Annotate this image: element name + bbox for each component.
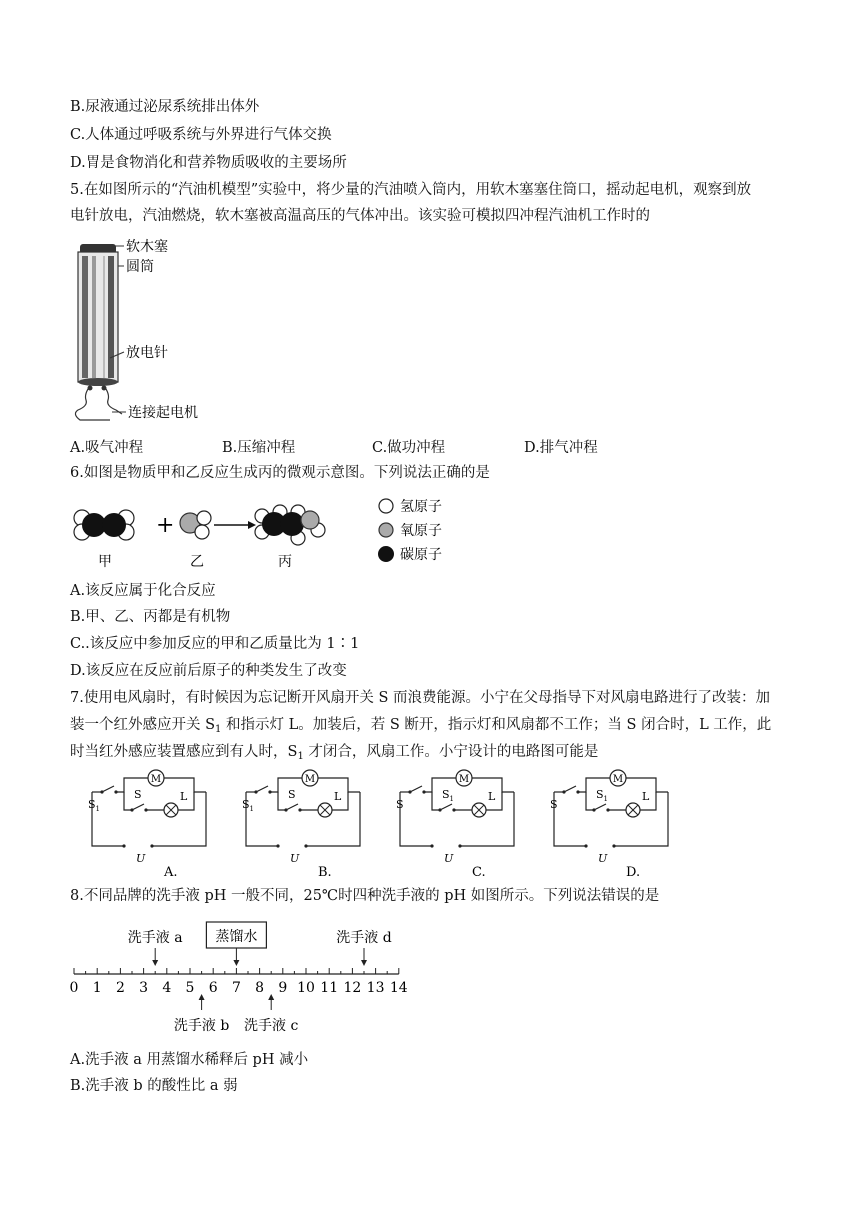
left-switch-label: $S_1$ (242, 798, 255, 813)
question-5-line-2: 电针放电，汽油燃烧，软木塞被高温高压的气体冲出。该实验可模拟四冲程汽油机工作时的 (70, 208, 650, 224)
lamp-icon (472, 803, 486, 817)
circuit-caption: D. (626, 865, 641, 878)
lamp-icon (318, 803, 332, 817)
label-handwash-d: 洗手液 d (336, 930, 392, 946)
left-switch-label: $S_1$ (88, 798, 101, 813)
ph-tick-label: 9 (278, 980, 288, 996)
option-d-line: D.胃是食物消化和营养物质吸收的主要场所 (70, 155, 347, 171)
svg-text:M: M (304, 774, 316, 785)
lamp-label: L (180, 790, 188, 803)
motor-icon (148, 770, 164, 786)
oxygen-legend-icon (379, 523, 393, 537)
ph-tick-label: 14 (389, 980, 408, 996)
left-switch-label: S (396, 798, 404, 811)
circuit-caption: B. (318, 865, 332, 878)
q6-option-b: B.甲、乙、丙都是有机物 (70, 609, 231, 625)
ph-tick-label: 2 (115, 980, 125, 996)
carbon-legend-icon (378, 546, 394, 562)
label-distilled-water: 蒸馏水 (215, 929, 258, 945)
lamp-label: L (642, 790, 650, 803)
molecule-bing (255, 505, 325, 545)
ph-tick-label: 6 (208, 980, 218, 996)
molecule-yi (180, 511, 211, 539)
circuit-4 (544, 766, 678, 878)
q6-option-d: D.该反应在反应前后原子的种类发生了改变 (70, 663, 347, 679)
q5-option-d: D.排气冲程 (524, 440, 598, 456)
ph-tick-label: 10 (297, 980, 315, 996)
question-7-line-3: 时当红外感应装置感应到有人时，$S_1$ 才闭合，风扇工作。小宁设计的电路图可能是 (70, 744, 599, 762)
ph-scale-figure (68, 912, 428, 1044)
left-switch-label: S (550, 798, 558, 811)
ph-tick-label: 7 (231, 980, 241, 996)
ph-tick-label: 13 (366, 980, 385, 996)
q6-option-a: A.该反应属于化合反应 (70, 583, 216, 599)
lamp-icon (626, 803, 640, 817)
ph-tick-label: 1 (92, 980, 102, 996)
circuit-caption: A. (164, 865, 178, 878)
q5-option-b: B.压缩冲程 (222, 440, 296, 456)
ph-tick-label: 3 (139, 980, 149, 996)
ph-tick-label: 4 (162, 980, 172, 996)
label-yi: 乙 (190, 554, 204, 570)
ph-tick-label: 8 (255, 980, 265, 996)
question-6-line: 6.如图是物质甲和乙反应生成丙的微观示意图。下列说法正确的是 (70, 465, 490, 481)
legend-oxygen: 氧原子 (400, 523, 442, 539)
cork-label: 软木塞 (126, 239, 168, 255)
label-jia: 甲 (98, 554, 112, 570)
lamp-label: L (334, 790, 342, 803)
legend-hydrogen: 氢原子 (400, 499, 442, 515)
option-c-line: C.人体通过呼吸系统与外界进行气体交换 (70, 127, 332, 143)
motor-icon (302, 770, 318, 786)
circuit-1 (82, 766, 216, 878)
circuit-2 (236, 766, 370, 878)
mid-switch-label: $S_1$ (442, 788, 455, 803)
voltage-label: U (290, 852, 300, 865)
voltage-label: U (598, 852, 608, 865)
label-handwash-c: 洗手液 c (244, 1018, 299, 1034)
question-5-line-1: 5.在如图所示的“汽油机模型”实验中，将少量的汽油喷入筒内，用软木塞塞住筒口，摇动起电机，观察到放 (70, 182, 752, 198)
generator-label: 连接起电机 (128, 405, 198, 421)
voltage-label: U (136, 852, 146, 865)
svg-text:M: M (612, 774, 624, 785)
label-handwash-a: 洗手液 a (127, 930, 183, 946)
circuit-3 (390, 766, 524, 878)
motor-icon (610, 770, 626, 786)
label-handwash-b: 洗手液 b (173, 1018, 230, 1034)
ph-tick-label: 5 (185, 980, 195, 996)
svg-text:M: M (458, 774, 470, 785)
molecule-reaction-figure (68, 490, 468, 572)
lamp-icon (164, 803, 178, 817)
mid-switch-label: S (134, 788, 142, 801)
ph-tick-label: 11 (320, 980, 339, 996)
q8-option-b: B.洗手液 b 的酸性比 a 弱 (70, 1078, 238, 1094)
tube-label: 圆筒 (126, 259, 154, 275)
mid-switch-label: $S_1$ (596, 788, 609, 803)
label-bing: 丙 (278, 554, 292, 570)
needle-label: 放电针 (126, 345, 168, 361)
q8-option-a: A.洗手液 a 用蒸馏水稀释后 pH 减小 (70, 1052, 309, 1068)
circuit-caption: C. (472, 865, 486, 878)
lamp-label: L (488, 790, 496, 803)
q5-option-a: A.吸气冲程 (70, 440, 144, 456)
ph-tick-label: 12 (343, 980, 362, 996)
voltage-label: U (444, 852, 454, 865)
legend-carbon: 碳原子 (400, 547, 442, 563)
engine-model-figure (68, 236, 228, 426)
mid-switch-label: S (288, 788, 296, 801)
ph-tick-label: 0 (69, 980, 79, 996)
plus-sign: + (156, 513, 175, 538)
q6-option-c: C..该反应中参加反应的甲和乙质量比为 1∶1 (70, 636, 360, 652)
option-b-line: B.尿液通过泌尿系统排出体外 (70, 99, 260, 115)
question-7-line-2: 装一个红外感应开关 $S_1$ 和指示灯 L。加装后，若 S 断开，指示灯和风扇都不工作；当 S 闭合时，L 工作，此 (70, 717, 772, 735)
motor-icon (456, 770, 472, 786)
q5-option-c: C.做功冲程 (372, 440, 446, 456)
molecule-jia (74, 510, 134, 540)
hydrogen-legend-icon (379, 499, 393, 513)
question-8-line: 8.不同品牌的洗手液 pH 一般不同，25℃时四种洗手液的 pH 如图所示。下列说法错误的是 (70, 888, 660, 904)
svg-text:M: M (150, 774, 162, 785)
question-7-line-1: 7.使用电风扇时，有时候因为忘记断开风扇开关 S 而浪费能源。小宁在父母指导下对风扇电路进行了改装：加 (70, 690, 770, 706)
